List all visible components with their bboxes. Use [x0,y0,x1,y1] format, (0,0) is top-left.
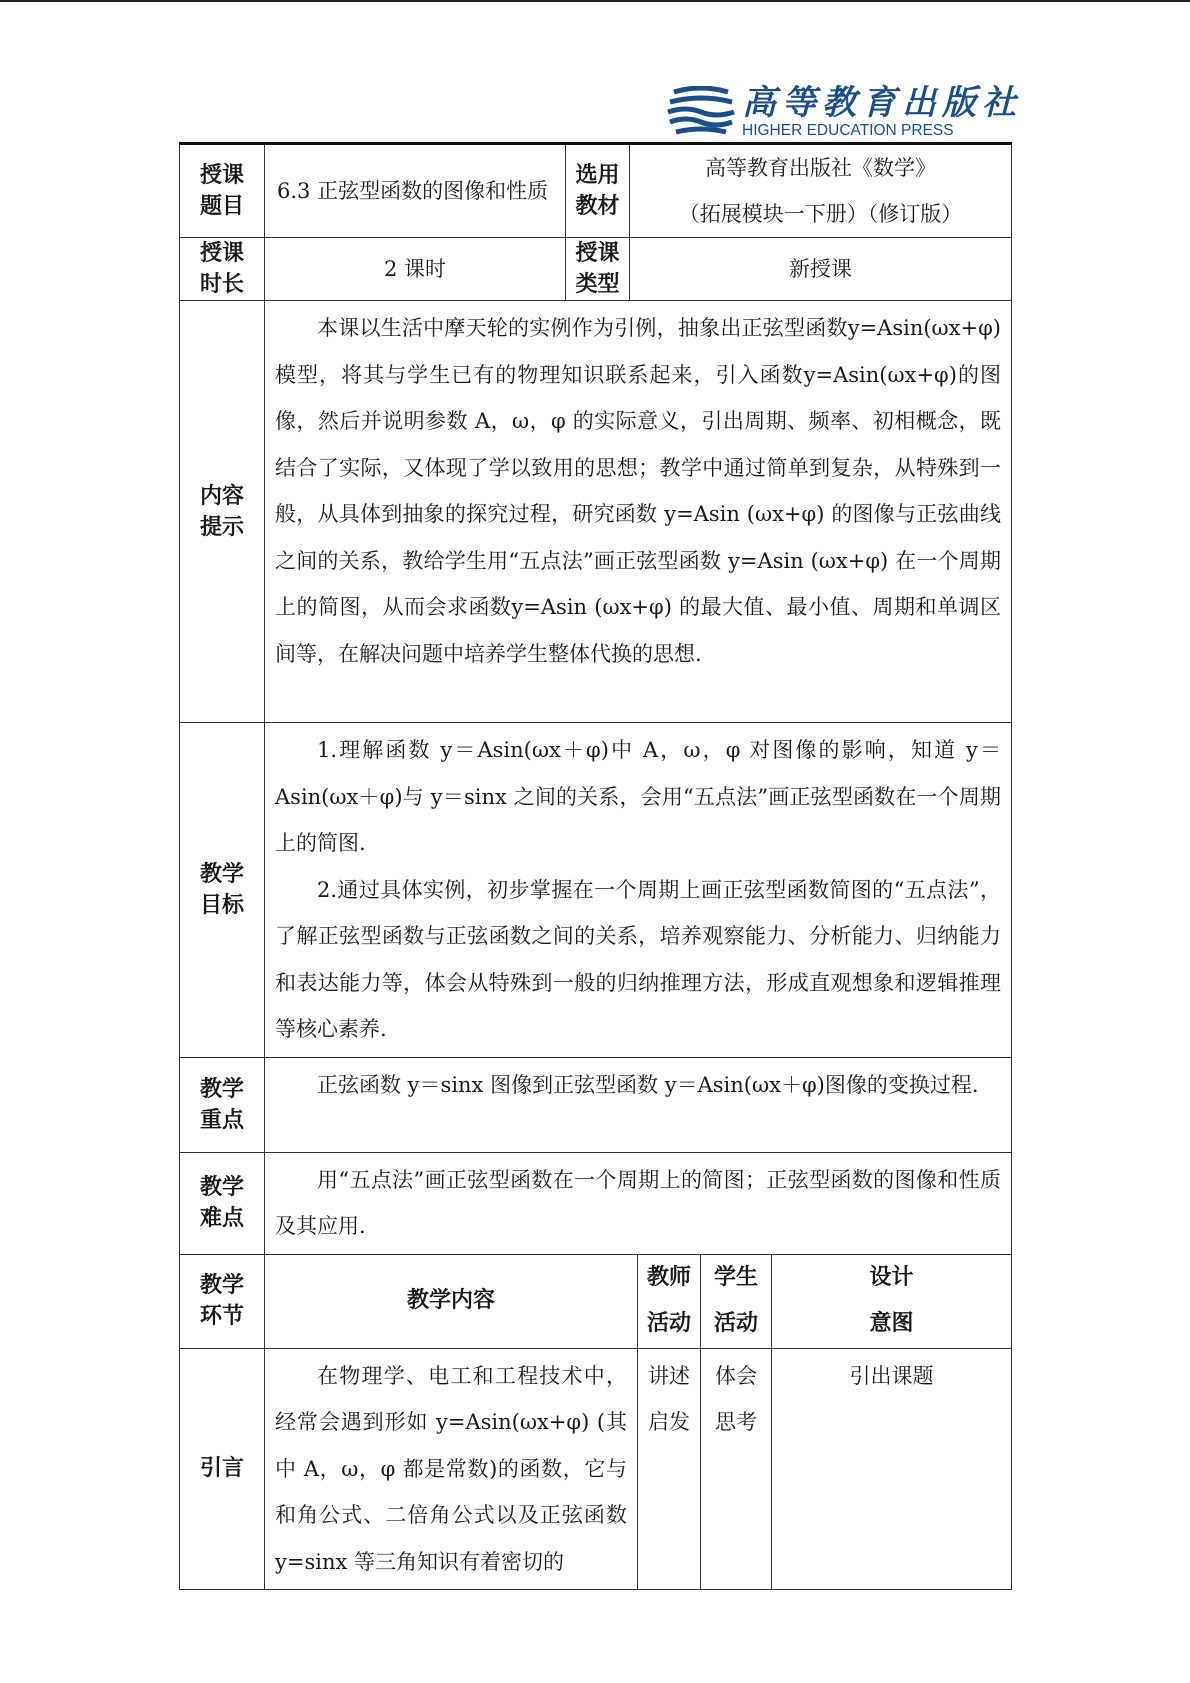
duration-label: 授课 时长 [180,238,265,301]
difficulties-text: 用“五点法”画正弦型函数在一个周期上的简图；正弦型函数的图像和性质及其应用. [265,1152,1012,1254]
intro-stage: 引言 [180,1348,265,1590]
student-activity-header: 学生 活动 [701,1254,772,1348]
objectives-label: 教学 目标 [180,723,265,1058]
difficulties-label: 教学 难点 [180,1152,265,1254]
textbook-label: 选用 教材 [566,144,630,238]
objective-item-2: 2.通过具体实例，初步掌握在一个周期上画正弦型函数简图的“五点法”，了解正弦型函数与正弦函数之间的关系，培养观察能力、分析能力、归纳能力和表达能力等，体会从特殊到一般的归纳推理方法，形成直观想象和逻辑推理等核心素养. [275,877,1001,1041]
objectives-row [180,723,1012,1058]
textbook-value: 高等教育出版社《数学》 （拓展模块一下册）（修订版） [630,144,1012,238]
page-top-rule [0,0,1190,2]
stage-header: 教学 环节 [180,1254,265,1348]
type-label: 授课 类型 [566,238,630,301]
publisher-name-en: HIGHER EDUCATION PRESS [742,122,954,139]
design-intent-header: 设计 意图 [772,1254,1012,1348]
intro-content: 在物理学、电工和工程技术中，经常会遇到形如 y=Asin(ωx+φ) (其中 A，ω，φ 都是常数)的函数，它与和角公式、二倍角公式以及正弦函数 y=sinx 等三角知识有着密切的 [265,1348,638,1590]
duration-value: 2 课时 [265,238,566,301]
lesson-plan-table [179,142,1012,1590]
type-value: 新授课 [630,238,1012,301]
objective-item-1: 1.理解函数 y＝Asin(ωx＋φ)中 A，ω，φ 对图像的影响，知道 y＝Asin(ωx＋φ)与 y＝sinx 之间的关系，会用“五点法”画正弦型函数在一个周期上的简图. [275,738,1001,855]
intro-design-intent: 引出课题 [772,1348,1012,1590]
objectives-text [265,723,1012,1058]
content-hint-text: 本课以生活中摩天轮的实例作为引例，抽象出正弦型函数y=Asin(ωx+φ)模型，将其与学生已有的物理知识联系起来，引入函数y=Asin(ωx+φ)的图像，然后并说明参数 A，ω，φ 的实际意义，引出周期、频率、初相概念，既结合了实际，又体现了学以致用的思想；教学中通过简单到复杂，从特殊到一般，从具体到抽象的探究过程，研究函数 y=Asin (ωx+φ) 的图像与正弦曲线之间的关系，教给学生用“五点法”画正弦型函数 y=Asin (ωx+φ) 在一个周期上的简图，从而会求函数y=Asin (ωx+φ) 的最大值、最小值、周期和单调区间等，在解决问题中培养学生整体代换的思想. [265,301,1012,723]
duration-row [180,238,1012,301]
publisher-emblem-icon [666,86,736,138]
topic-row [180,144,1012,238]
teacher-activity-header: 教师 活动 [638,1254,701,1348]
content-hint-label: 内容 提示 [180,301,265,723]
intro-student-activity: 体会 思考 [701,1348,772,1590]
difficulties-row [180,1152,1012,1254]
key-points-text: 正弦函数 y＝sinx 图像到正弦型函数 y＝Asin(ωx＋φ)图像的变换过程. [265,1057,1012,1152]
publisher-logo [666,82,1022,140]
topic-value: 6.3 正弦型函数的图像和性质 [265,144,566,238]
topic-label: 授课 题目 [180,144,265,238]
content-hint-row [180,301,1012,723]
intro-row [180,1348,1012,1590]
intro-teacher-activity: 讲述 启发 [638,1348,701,1590]
publisher-name-cn: 高等教育出版社 [742,83,1022,123]
key-points-row [180,1057,1012,1152]
process-header-row [180,1254,1012,1348]
key-points-label: 教学 重点 [180,1057,265,1152]
content-header: 教学内容 [265,1254,638,1348]
